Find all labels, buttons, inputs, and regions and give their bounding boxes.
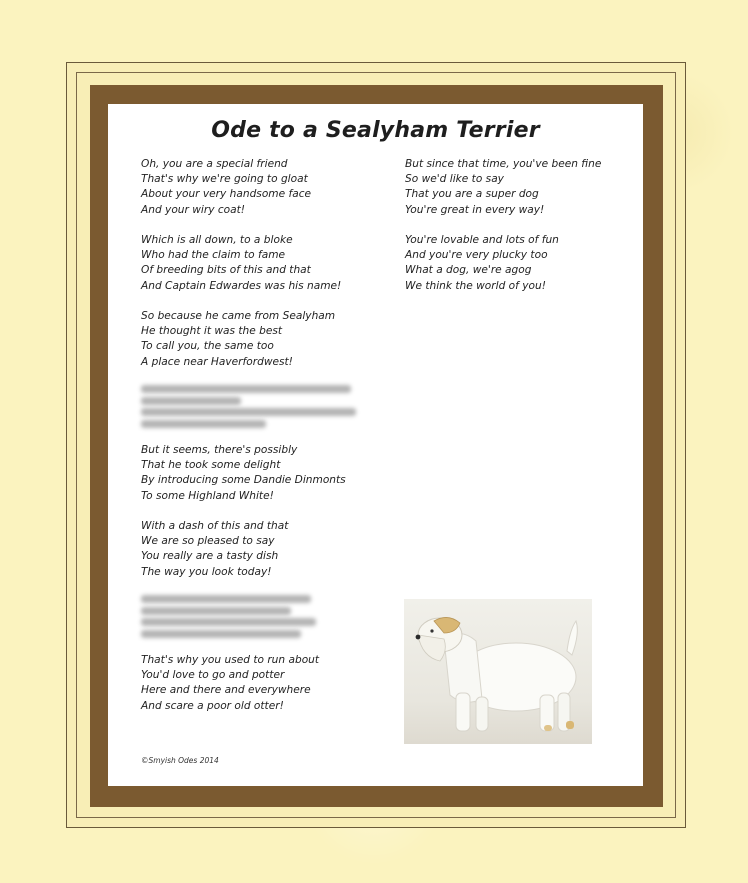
stanza — [405, 233, 625, 294]
blurred-line — [141, 607, 291, 615]
poem-line: That's why you used to run about — [141, 653, 320, 666]
poem-line: Of breeding bits of this and that — [141, 264, 311, 277]
blurred-line — [141, 618, 316, 626]
poem-line: We think the world of you! — [405, 279, 546, 292]
poem-line: About your very handsome face — [141, 188, 312, 201]
poem-line: You'd love to go and potter — [141, 669, 285, 682]
poem-line: You're lovable and lots of fun — [405, 234, 559, 246]
stanza — [141, 443, 371, 504]
stanza — [405, 157, 625, 218]
copyright-notice: ©Smyish Odes 2014 — [141, 756, 219, 765]
poem-line: To some Highland White! — [141, 489, 274, 502]
poem-line: To call you, the same too — [141, 340, 274, 353]
poem-title: Ode to a Sealyham Terrier — [211, 118, 540, 143]
blurred-stanza — [141, 595, 371, 638]
poem-line: So because he came from Sealyham — [141, 310, 336, 322]
blurred-line — [141, 397, 241, 405]
poem-line: A place near Haverfordwest! — [141, 355, 293, 368]
stanza — [141, 519, 371, 580]
blurred-line — [141, 630, 301, 638]
poem-line: Which is all down, to a bloke — [141, 234, 293, 246]
blurred-line — [141, 385, 351, 393]
poem-line: And you're very plucky too — [405, 249, 548, 262]
right-column — [405, 157, 625, 309]
poem-line: What a dog, we're agog — [405, 264, 532, 277]
poem-line: That he took some delight — [141, 459, 281, 472]
poem-line: That's why we're going to gloat — [141, 173, 308, 186]
blurred-line — [141, 408, 356, 416]
blurred-stanza — [141, 385, 371, 428]
poem-line: And Captain Edwardes was his name! — [141, 279, 342, 292]
poem-line: But since that time, you've been fine — [405, 158, 602, 170]
left-column — [141, 157, 371, 729]
blurred-line — [141, 595, 311, 603]
poem-line: You're great in every way! — [405, 203, 545, 216]
poem-line: That you are a super dog — [405, 188, 539, 201]
poem-line: By introducing some Dandie Dinmonts — [141, 474, 346, 487]
poem-line: He thought it was the best — [141, 325, 283, 338]
poem-line: We are so pleased to say — [141, 535, 275, 548]
stanza — [141, 309, 371, 370]
poem-line: But it seems, there's possibly — [141, 443, 298, 456]
poem-line: Oh, you are a special friend — [141, 158, 288, 170]
stanza — [141, 233, 371, 294]
poem-page — [108, 104, 643, 786]
poem-line: Who had the claim to fame — [141, 249, 286, 262]
poem-line: The way you look today! — [141, 565, 272, 578]
poem-line: And your wiry coat! — [141, 203, 246, 216]
poem-line: So we'd like to say — [405, 173, 504, 186]
stanza — [141, 653, 371, 714]
dog-illustration — [404, 599, 592, 744]
blurred-line — [141, 420, 266, 428]
poem-line: And scare a poor old otter! — [141, 699, 284, 712]
poem-line: Here and there and everywhere — [141, 684, 311, 697]
poem-line: With a dash of this and that — [141, 519, 289, 532]
stanza — [141, 157, 371, 218]
poem-line: You really are a tasty dish — [141, 550, 279, 563]
sealyham-terrier-photo — [404, 599, 592, 744]
